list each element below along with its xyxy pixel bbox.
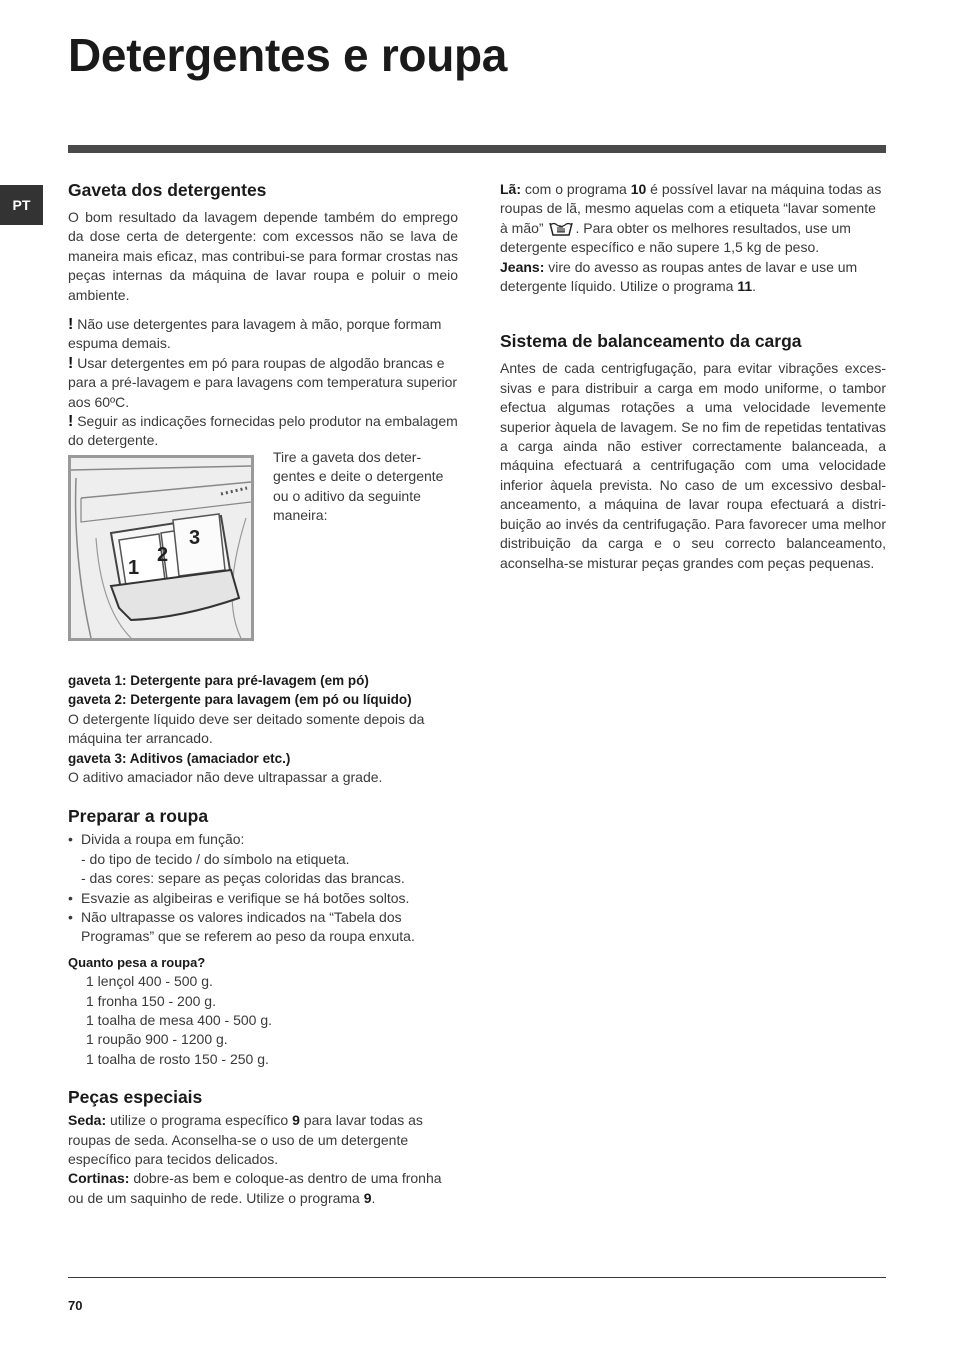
list-item: 1 roupão 900 - 1200 g. [86,1031,228,1048]
footer-divider [68,1277,886,1278]
drawer-2-note: O detergente líquido deve ser deitado somente depois da máquina ter arrancado. [68,710,425,747]
left-column [68,178,458,1208]
drawer-heading: Gaveta dos detergentes [68,180,267,200]
drawer-3-label: gaveta 3: Aditivos (amaciador etc.) [68,750,291,766]
silk-paragraph: Seda: utilize o programa específico 9 para lavar todas as roupas de seda. Aconselha-se o uso de um detergente específico para tecidos delicados. [68,1112,423,1167]
drawer-1-label: gaveta 1: Detergente para pré-lavagem (em pó) [68,672,369,688]
balance-text: Antes de cada centrigfugação, para evitar vibrações excessivas e para distribuir a carga em modo uniforme, o tambor efectua algumas rotações a uma velocidade levemente superior àquela de lavagem. Se no fim de repetidas tentativas a carga ainda não estiver correctamente balanceada, a máquina efectuará a centrifugação com uma velocidade inferior àquela prevista. No caso de um excessivo desbalanceamento, a máquina de lavar roupa efectuará a distribuição ao invés da centrifugação. Para favorecer uma melhor distribuição da carga e o seu correcto balanceamento, aconselha-se misturar peças grandes com peças pequenas. [500,360,886,571]
svg-text:3: 3 [189,526,201,549]
warning-item: ! Não use detergentes para lavagem à mão, porque formam espuma demais. [68,316,442,352]
weights-heading: Quanto pesa a roupa? [68,954,206,970]
svg-text:1: 1 [128,556,140,579]
hand-wash-icon [548,219,574,237]
drawer-drawing [71,458,251,638]
list-item: • Não ultrapasse os valores indicados na “Tabela dos Programas” que se referem ao peso da roupa enxuta. [68,908,458,947]
detergent-drawer-illustration [68,455,254,641]
warning-icon: ! [68,354,74,372]
warning-icon: ! [68,316,74,334]
curtains-paragraph: Cortinas: dobre-as bem e coloque-as dentro de uma fronha ou de um saquinho de rede. Utilize o programa 9. [68,1170,442,1206]
special-heading: Peças especiais [68,1087,203,1108]
title-divider [68,145,886,153]
right-column [500,180,886,573]
prepare-heading: Preparar a roupa [68,806,209,827]
drawer-compartments [68,671,458,787]
svg-text:2: 2 [157,543,169,566]
wool-paragraph: Lã: com o programa 10 é possível lavar na máquina todas as roupas de lã, mesmo aquelas com a etiqueta “lavar somente à mão” . Para obter os melhores resultados, use um detergente específico e não supere 1,5 kg de peso. [500,181,882,256]
list-item: 1 fronha 150 - 200 g. [86,992,216,1009]
list-item: • Esvazie as algibeiras e verifique se há botões soltos. [68,889,458,908]
warning-item: ! Seguir as indicações fornecidas pelo produtor na embalagem do detergente. [68,413,458,449]
figure-caption: Tire a gaveta dos detergentes e deite o detergente ou o aditivo da seguinte maneira: [273,448,444,524]
drawer-3-note: O aditivo amaciador não deve ultrapassar a grade. [68,768,383,785]
drawer-intro: O bom resultado da lavagem depende também do emprego da dose certa de detergente: com excessos não se lava de maneira mais eficaz, mas contribui-se para formar crostas nas peças internas da máquina de lavar roupa e poluir o meio ambiente. [68,209,458,303]
page-number: 70 [68,1298,83,1313]
warning-item: ! Usar detergentes em pó para roupas de algodão brancas e para a pré-lavagem e para lavagens com temperatura superior aos 60ºC. [68,354,458,410]
prepare-list [68,830,458,946]
balance-heading: Sistema de balanceamento da carga [500,331,802,352]
warning-icon: ! [68,413,74,431]
list-item: 1 toalha de rosto 150 - 250 g. [86,1050,269,1067]
drawer-2-label: gaveta 2: Detergente para lavagem (em pó ou líquido) [68,692,412,708]
list-item: • Divida a roupa em função: - do tipo de tecido / do símbolo na etiqueta. - das cores: separe as peças coloridas das brancas. [68,830,458,888]
weights-list [68,972,458,1069]
page-title: Detergentes e roupa [68,29,508,81]
figure-row [68,448,458,641]
jeans-paragraph: Jeans: vire do avesso as roupas antes de lavar e use um detergente líquido. Utilize o programa 11. [500,258,858,295]
list-item: 1 lençol 400 - 500 g. [86,973,213,990]
list-item: 1 toalha de mesa 400 - 500 g. [86,1011,273,1028]
language-tab: PT [0,185,43,225]
